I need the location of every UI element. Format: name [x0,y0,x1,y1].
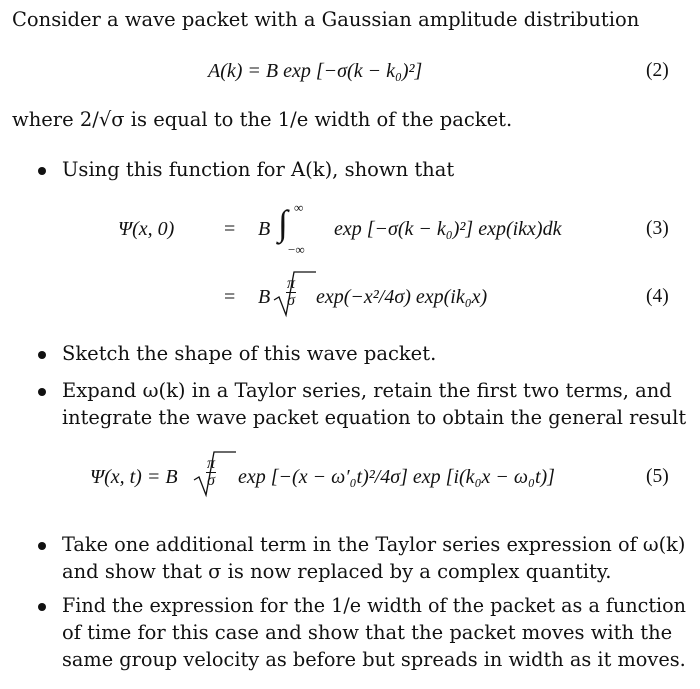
equation-4-rhs [258,268,578,322]
bullet-marker [38,542,46,550]
bullet-4-line-1: Take one additional term in the Taylor series expression of ω(k) [62,533,686,556]
fraction-numerator: π [287,275,296,292]
equation-5 [90,448,630,502]
integral-upper-limit: ∞ [294,200,304,215]
where-text: where 2/√σ is equal to the 1/e width of the packet. [12,108,513,131]
bullet-3-line-2: integrate the wave packet equation to obtain the general result [62,406,687,429]
eq3-equals: = [224,218,236,240]
bullet-1-text: Using this function for A(k), shown that [62,158,455,181]
bullet-marker [38,388,46,396]
intro-text: Consider a wave packet with a Gaussian amplitude distribution [12,8,640,31]
fraction-denominator: σ [287,292,295,309]
fraction-numerator: π [207,455,216,472]
bullet-4-line-2: and show that σ is now replaced by a complex quantity. [62,560,612,583]
equation-4-number: (4) [646,286,669,307]
eq4-body: exp(−x²/4σ) exp(ik₀x) [316,286,488,308]
eq3-body: exp [−σ(k − k₀)²] exp(ikx)dk [334,218,562,240]
eq2-lhs: A(k) [208,60,243,82]
equation-2 [208,60,422,83]
integral-lower-limit: −∞ [288,242,305,257]
sqrt-fraction [206,456,216,489]
eq4-equals: = [224,286,236,308]
bullet-3-line-1: Expand ω(k) in a Taylor series, retain the first two terms, and [62,379,672,402]
equation-3-number: (3) [646,218,669,239]
eq4-prefix: B [258,286,271,308]
bullet-marker [38,603,46,611]
fraction-denominator: σ [207,472,215,489]
equation-2-number: (2) [646,60,669,81]
bullet-5-line-1: Find the expression for the 1/e width of the packet as a function [62,594,687,617]
integral-sign: ∫ [278,203,288,243]
eq3-prefix: B [258,218,271,240]
eq5-body: exp [−(x − ω′₀t)²/4σ] exp [i(k₀x − ω₀t)] [238,466,555,488]
bullet-5-line-3: same group velocity as before but spreads in width as it moves. [62,648,686,671]
eq2-rhs: = B exp [−σ(k − k₀)²] [247,60,423,82]
eq5-lhs: Ψ(x, t) = B [90,466,178,488]
bullet-marker [38,167,46,175]
equation-3-rhs [258,200,588,257]
equation-5-number: (5) [646,466,669,487]
bullet-5-line-2: of time for this case and show that the packet moves with the [62,621,673,644]
bullet-2-text: Sketch the shape of this wave packet. [62,342,437,365]
sqrt-fraction [286,276,296,309]
bullet-marker [38,351,46,359]
eq3-lhs: Ψ(x, 0) [118,218,175,240]
